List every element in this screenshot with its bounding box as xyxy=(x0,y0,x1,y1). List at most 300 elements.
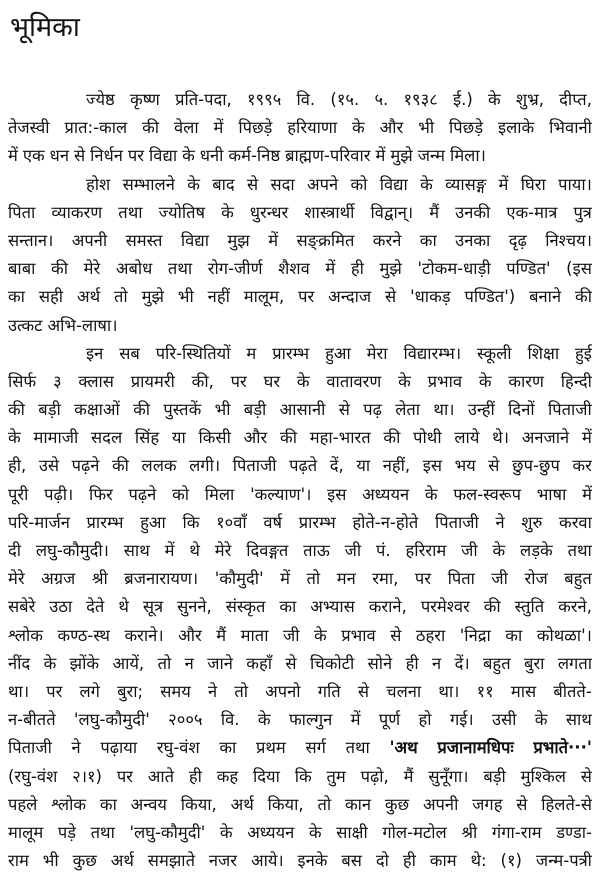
word: से xyxy=(390,625,402,645)
word: न xyxy=(184,653,194,673)
word: हिन्दी xyxy=(560,371,592,391)
word: के xyxy=(420,174,433,194)
word: (१५. xyxy=(330,90,360,109)
word: १९९५ xyxy=(246,90,282,109)
word: उनकी xyxy=(455,202,491,222)
word: तो xyxy=(114,287,128,307)
word: तेजस्वी xyxy=(8,118,50,138)
word: घिरा xyxy=(520,174,546,194)
word: का xyxy=(219,738,237,758)
word: साथ xyxy=(565,710,592,730)
word: (इस xyxy=(566,259,592,279)
word: का xyxy=(419,230,437,250)
word: सदा xyxy=(270,174,295,194)
word: की xyxy=(112,456,129,476)
word: इस xyxy=(327,484,347,504)
word: से xyxy=(285,653,297,673)
word: श्री xyxy=(461,822,478,842)
word: अनजाने xyxy=(521,428,570,448)
word: मुझे xyxy=(141,287,164,307)
word: का xyxy=(99,794,117,814)
word: पढ़ते xyxy=(289,456,318,476)
word: अर्थ xyxy=(110,851,134,871)
word: ज्येष्ठ xyxy=(86,90,115,109)
word: से xyxy=(488,456,500,476)
word: मास xyxy=(510,681,537,701)
word: की, xyxy=(191,371,214,391)
word: मुश्किल xyxy=(520,766,566,786)
word: की xyxy=(142,118,160,138)
word: गोल-मटोल xyxy=(382,822,447,842)
word: रोज xyxy=(524,569,548,589)
word: अपनो xyxy=(265,681,301,701)
word: इन xyxy=(86,343,104,363)
word: में xyxy=(375,146,386,166)
bold-quote-word: प्रभाते···' xyxy=(533,738,592,758)
word: ही xyxy=(405,653,419,673)
word: दें। xyxy=(454,653,470,673)
word: फिर xyxy=(89,484,113,504)
word: ने xyxy=(71,738,81,758)
word: लगी। xyxy=(189,456,221,476)
word: जन्म-पत्री xyxy=(535,851,592,871)
word: में xyxy=(164,541,175,560)
text-line xyxy=(8,396,592,424)
word: में xyxy=(8,146,18,166)
word: स्कूली xyxy=(477,343,512,363)
word: प्रायमरी xyxy=(130,371,175,391)
word: तथा xyxy=(118,202,143,222)
word: झोंके xyxy=(69,653,100,673)
text-line xyxy=(8,255,592,283)
word: साक्षी xyxy=(336,822,368,842)
word: घर xyxy=(263,371,281,391)
word: पण्डित') xyxy=(464,287,516,307)
word: परमेश्वर xyxy=(420,597,470,617)
word: दिनों xyxy=(508,400,535,420)
word: को xyxy=(350,174,368,194)
word: श्री xyxy=(91,569,108,589)
word: में xyxy=(350,710,361,730)
word: बड़ी xyxy=(243,400,267,420)
word: लगता xyxy=(557,653,592,673)
word: सर्ग xyxy=(305,738,326,758)
word: के xyxy=(492,541,506,560)
word: किया, xyxy=(180,794,217,814)
word: अर्थ xyxy=(76,287,101,307)
word: हुई xyxy=(575,343,592,363)
word: कि xyxy=(294,766,312,786)
word: हुआ xyxy=(325,343,351,363)
word: आसानी xyxy=(279,400,326,420)
word: बड़ी xyxy=(483,766,506,786)
word: की xyxy=(383,428,401,448)
bold-quote-word: 'अथ xyxy=(389,738,418,758)
word: सोने xyxy=(367,653,393,673)
word: इनके xyxy=(297,851,328,871)
word: अध्ययन xyxy=(362,484,410,504)
text-line xyxy=(8,86,592,114)
word: मैं xyxy=(429,202,440,222)
word: एक xyxy=(22,146,45,166)
word: पिता xyxy=(8,202,36,222)
word: बनाने xyxy=(529,287,562,307)
word: वेला xyxy=(173,118,199,138)
text-line xyxy=(8,678,592,706)
word: उसी xyxy=(491,710,517,730)
word: कर xyxy=(572,456,592,476)
word: शुभ्र, xyxy=(515,90,544,109)
word: ठहरा xyxy=(415,625,446,645)
word: अपनी xyxy=(71,230,108,250)
text-line xyxy=(8,368,592,396)
word: था। xyxy=(8,681,30,701)
word: लघु-कौमुदी। xyxy=(35,541,109,560)
word: पढ़ो, xyxy=(360,766,389,786)
word: तथा xyxy=(567,541,592,560)
word: मालूम xyxy=(8,822,44,842)
word: बीतते- xyxy=(553,681,592,701)
word: उत्कट xyxy=(8,315,43,335)
word: अर्थ xyxy=(230,794,254,814)
word: व्याकरण xyxy=(51,202,103,222)
word: से xyxy=(73,146,86,166)
word: की xyxy=(280,428,297,448)
word: ही xyxy=(188,766,202,786)
word: म xyxy=(246,343,257,363)
word: परि-स्थितियों xyxy=(155,343,231,363)
text-line xyxy=(8,593,592,621)
word: पोथी xyxy=(413,428,442,448)
word: उठा xyxy=(49,597,73,617)
word: कान xyxy=(344,794,372,814)
word: थे xyxy=(189,541,200,560)
text-line xyxy=(8,622,592,650)
word: प्रारम्भ xyxy=(298,512,336,532)
word: गति xyxy=(317,681,341,701)
word: श्लोक xyxy=(51,794,87,814)
word: प्रारम्भ xyxy=(272,343,310,363)
word: या xyxy=(356,456,371,476)
word: मालूम, xyxy=(243,287,285,307)
word: भय xyxy=(454,456,476,476)
text-line xyxy=(8,312,592,340)
word: मैं xyxy=(216,625,227,645)
word: अबोध xyxy=(115,259,153,279)
word: इलाके xyxy=(497,118,535,138)
word: १०वाँ xyxy=(216,512,247,532)
word: पर xyxy=(414,569,432,589)
word: धुरन्धर xyxy=(249,202,289,222)
word: ज्योतिष xyxy=(158,202,206,222)
word: कक्षाओं xyxy=(74,400,120,420)
body-text xyxy=(8,86,592,875)
word: मेरे xyxy=(8,569,25,589)
word: कि xyxy=(182,512,200,532)
word: में xyxy=(213,118,224,138)
word: फाल्गुन xyxy=(288,710,333,730)
word: कर्म-निष्ठ xyxy=(228,146,281,166)
word: में xyxy=(498,174,509,194)
word: कुछ xyxy=(384,794,410,814)
text-line xyxy=(8,283,592,311)
word: तो xyxy=(234,681,248,701)
word: ही xyxy=(350,259,364,279)
word: पिछड़े xyxy=(238,118,273,138)
word: बस xyxy=(341,851,362,871)
word: के xyxy=(488,90,501,109)
text-line xyxy=(8,734,592,762)
word: ब्रजनारायण। xyxy=(124,569,199,589)
text-line xyxy=(8,509,592,537)
word: लेता xyxy=(395,400,421,420)
word: और xyxy=(379,118,404,138)
word: बुरा; xyxy=(117,681,144,701)
word: जी xyxy=(491,569,508,589)
word: के xyxy=(478,371,492,391)
word: बहुत xyxy=(483,653,511,673)
text-line xyxy=(8,565,592,593)
word: का xyxy=(279,597,297,617)
word: जाने xyxy=(207,653,233,673)
word: सुनने, xyxy=(177,597,212,617)
word: के xyxy=(314,625,327,645)
word: परि-मार्जन xyxy=(8,512,70,532)
word: एक-मात्र xyxy=(506,202,558,222)
text-line xyxy=(8,340,592,368)
word: करने xyxy=(372,230,402,250)
word: देते xyxy=(86,597,105,617)
word: ११ xyxy=(476,681,494,701)
word: पिछड़े xyxy=(449,118,484,138)
word: अभि-लाषा। xyxy=(47,315,118,335)
word: से xyxy=(247,174,259,194)
word: ई.) xyxy=(453,90,473,109)
word: वर्ष xyxy=(263,512,283,532)
word: पढ़ने xyxy=(71,456,100,476)
word: साथ xyxy=(123,541,150,560)
word: रमा, xyxy=(372,569,399,589)
word: तथा xyxy=(90,822,115,842)
word: सबेरे xyxy=(8,597,36,617)
word: कण्ठ-स्थ xyxy=(57,625,110,645)
text-line xyxy=(8,650,592,678)
word: को xyxy=(172,484,190,504)
word: नहीं, xyxy=(382,456,411,476)
text-line xyxy=(8,537,592,565)
text-line xyxy=(8,199,592,227)
word: कृष्ण xyxy=(129,90,160,109)
word: विद्या xyxy=(149,146,178,166)
word: अन्दाज xyxy=(328,287,372,307)
word: उसे xyxy=(38,456,60,476)
word: की xyxy=(8,400,25,420)
word: सम्भालने xyxy=(122,174,175,194)
word: कराने। xyxy=(124,625,164,645)
word: सब xyxy=(119,343,140,363)
word: हिलते-से xyxy=(541,794,592,814)
word: भाषा xyxy=(536,484,567,504)
word: 'कल्याण'। xyxy=(250,484,312,504)
word: समय xyxy=(160,681,191,701)
word: पाया। xyxy=(558,174,592,194)
word: दृढ़ xyxy=(508,230,527,250)
word: तो xyxy=(317,794,332,814)
word: में xyxy=(268,230,279,250)
word: मेरे xyxy=(214,541,232,560)
word: पर xyxy=(46,681,63,701)
word: पूरी xyxy=(8,484,29,504)
word: तो xyxy=(157,653,172,673)
word: पूर्ण xyxy=(378,710,401,730)
word: स्तुति xyxy=(514,597,545,617)
word: के xyxy=(398,371,411,391)
word: ने xyxy=(208,681,218,701)
word: शुरु xyxy=(521,512,543,532)
word: जन्म xyxy=(417,146,446,166)
word: 'कौमुदी' xyxy=(214,569,264,589)
word: कोथळा'। xyxy=(536,625,592,645)
word: 'निद्रा xyxy=(459,625,491,645)
word: में xyxy=(581,428,592,448)
word: रघु-वंश xyxy=(156,738,200,758)
word: कह xyxy=(216,766,239,786)
word: सूत्र xyxy=(142,597,164,617)
word: में xyxy=(325,259,336,279)
word: के xyxy=(296,371,310,391)
word: नींद xyxy=(8,653,31,673)
word: सन्तान। xyxy=(8,230,54,250)
word: अग्रज xyxy=(41,569,76,589)
word: निश्चय। xyxy=(545,230,592,250)
word: होश xyxy=(86,174,111,194)
word: भी xyxy=(418,118,435,138)
word: मामाजी xyxy=(33,428,79,448)
word: (रघु-वंश xyxy=(8,766,58,786)
word: थे xyxy=(118,597,129,617)
word: कहाँ xyxy=(246,653,272,673)
word: दीप्त, xyxy=(559,90,592,109)
word: सिर्फ xyxy=(8,371,37,391)
word: पिताजी xyxy=(232,456,277,476)
word: तुम xyxy=(326,766,346,786)
word: कुछ xyxy=(72,851,97,871)
word: न-बीतते xyxy=(8,710,56,730)
word: आये। xyxy=(250,851,284,871)
word: था। xyxy=(433,400,455,420)
word: लाये xyxy=(454,428,480,448)
word: वि. xyxy=(296,90,316,109)
word: अपने xyxy=(306,174,339,194)
word: से xyxy=(385,287,397,307)
word: की xyxy=(483,597,501,617)
word: अन्वय xyxy=(130,794,167,814)
word: ब्राह्मण-परिवार xyxy=(285,146,371,166)
word: किया, xyxy=(267,794,304,814)
word: गई। xyxy=(449,710,474,730)
word: छुप-छुप xyxy=(512,456,560,476)
word: होते-न-होते xyxy=(352,512,419,532)
word: ३ xyxy=(52,371,62,391)
word: का xyxy=(8,287,25,307)
word: और xyxy=(178,625,202,645)
word: ही, xyxy=(8,456,27,476)
word: पर xyxy=(230,371,247,391)
word: फल-स्वरूप xyxy=(453,484,521,504)
word: वि. xyxy=(220,710,240,730)
word: सदल xyxy=(91,428,123,448)
word: का xyxy=(505,625,523,645)
word: पहले xyxy=(8,794,38,814)
word: महा-भारत xyxy=(309,428,371,448)
word: जी xyxy=(344,541,362,560)
word: शिक्षा xyxy=(527,343,560,363)
word: 'लघु-कौमुदी' xyxy=(129,822,206,842)
word: बाबा xyxy=(8,259,36,279)
word: अध्ययन xyxy=(247,822,295,842)
word: में xyxy=(280,569,290,589)
word: निर्धन xyxy=(90,146,123,166)
word: मिला xyxy=(204,484,235,504)
word: प्रथम xyxy=(255,738,286,758)
word: माता xyxy=(240,625,269,645)
word: सुनूँगा। xyxy=(428,766,469,786)
word: थे। xyxy=(492,428,509,448)
word: तो xyxy=(306,569,321,589)
word: की xyxy=(51,259,68,279)
word: गंगा-राम xyxy=(491,822,542,842)
word: 'टोकम-धाड़ी xyxy=(417,259,491,279)
word: पिताजी xyxy=(8,738,52,758)
word: की xyxy=(575,287,592,307)
word: से xyxy=(516,794,528,814)
word: शास्त्रार्थी xyxy=(304,202,355,222)
word: से xyxy=(580,766,592,786)
word: करने, xyxy=(558,597,592,617)
word: के xyxy=(308,822,322,842)
word: बड़ी xyxy=(38,400,61,420)
word: पढ़ने xyxy=(128,484,157,504)
word: पिताजी xyxy=(547,400,592,420)
word: के xyxy=(352,118,365,138)
word: ५. xyxy=(374,90,389,109)
word: पढ़ाया xyxy=(100,738,138,758)
word: दिया xyxy=(253,766,280,786)
word: या xyxy=(171,428,186,448)
word: प्रभाव xyxy=(427,371,463,391)
text-line xyxy=(8,791,592,819)
word: नजर xyxy=(208,851,238,871)
word: प्रभाव xyxy=(341,625,376,645)
word: समस्त xyxy=(125,230,163,250)
word: प्रति-पदा, xyxy=(175,90,232,109)
word: सही xyxy=(38,287,64,307)
word: प्रारम्भ xyxy=(86,512,124,532)
word: से xyxy=(338,400,350,420)
word: के xyxy=(43,653,57,673)
word: तथा xyxy=(345,738,370,758)
word: की xyxy=(133,400,151,420)
word: प्रात:-काल xyxy=(64,118,128,138)
word: हरियाणा xyxy=(287,118,338,138)
word: (१) xyxy=(500,851,522,871)
word: के xyxy=(221,202,234,222)
word: लड़के xyxy=(520,541,553,560)
word: पिताजी xyxy=(434,512,479,532)
word: राम xyxy=(8,851,29,871)
word: मेरा xyxy=(366,343,388,363)
word: के xyxy=(8,428,21,448)
